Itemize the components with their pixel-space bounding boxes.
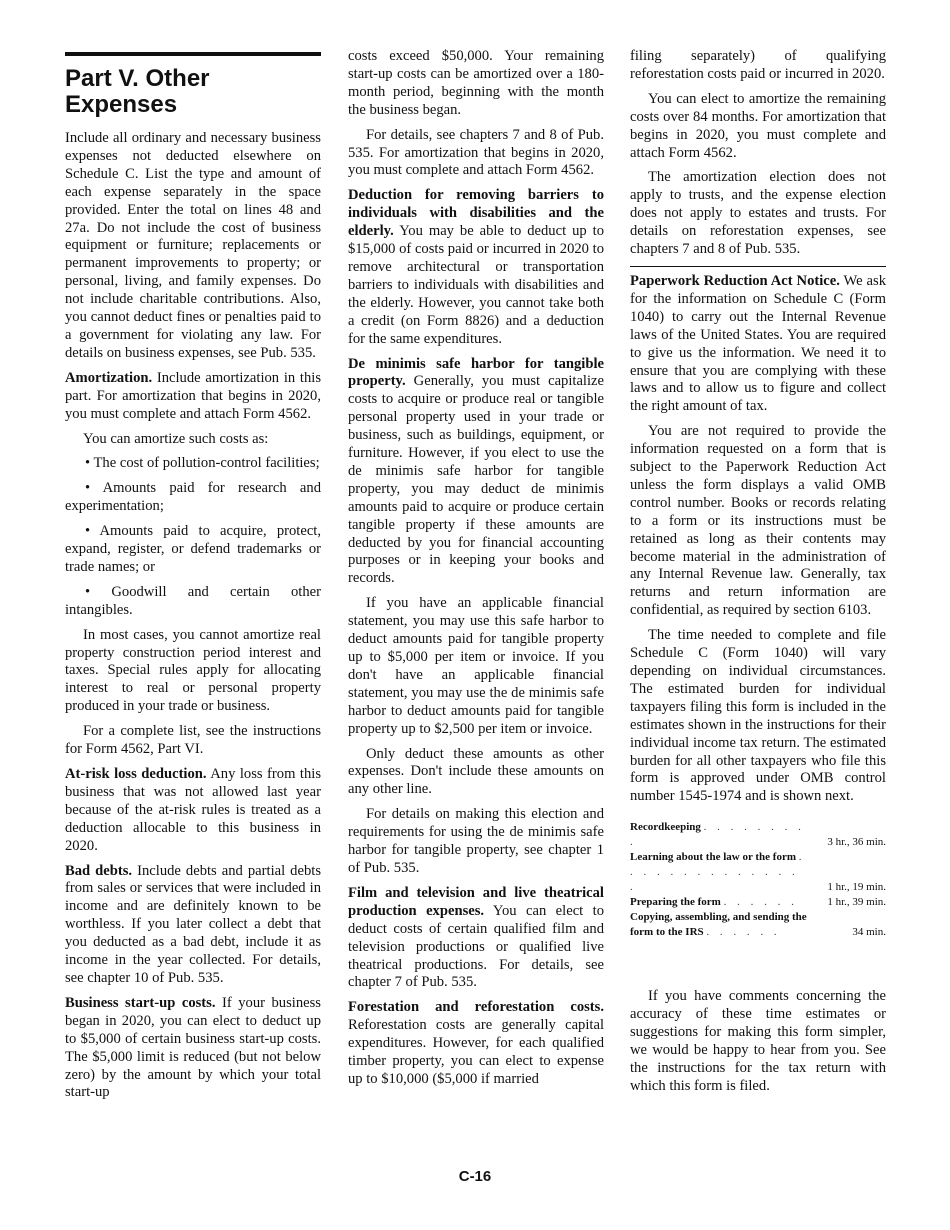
bad-debts-paragraph: Bad debts. Include debts and partial debts from sales or services that were included in income and are definitely known to be worthless. If you later collect a debt that you deducted as a bad debt, include it as income in the year collected. For details, see chapter 10 of Pub. 535. [65, 862, 321, 986]
amortize-costs-intro: You can amortize such costs as: [83, 430, 269, 447]
remaining-costs-paragraph: You can elect to amortize the remaining costs over 84 months. For amortization that begins in 2020, you must complete and attach Form 4562. [630, 90, 886, 161]
film-tv-heading: Film and television and live theatrical production expenses. [348, 884, 604, 919]
time-needed-paragraph: The time needed to complete and file Schedule C (Form 1040) will vary depending on individual circumstances. The estimated burden for individual taxpayers filing this form is included in the estimates shown in the instructions for their individual income tax return. The estimated burden for all other taxpayers who file this form is approved under OMB control number 1545-1974 and is shown next. [630, 627, 886, 805]
amortization-text: Include amortization in this part. For amortization that begins in 2020, you must complete and attach Form 4562. [65, 369, 321, 422]
section-top-rule [65, 52, 321, 118]
start-up-costs-paragraph: Business start-up costs. If your business began in 2020, you can elect to deduct up to $5,000 of certain business start-up costs. The $5,000 limit is reduced (but not below zero) by the amount by which your total start-up [65, 994, 321, 1101]
burden-row: Preparing the form . . . . . . 1 hr., 39 min. [630, 896, 886, 909]
only-deduct-paragraph: Only deduct these amounts as other expenses. Don't include these amounts on any other line. [348, 745, 604, 798]
barriers-heading: Deduction for removing barriers to individuals with disabilities and the elderly. [348, 187, 604, 240]
film-tv-paragraph: Film and television and live theatrical production expenses. You can elect to deduct costs of certain qualified film and television productions or qualified live theatrical productions. For details, see chapter 7 of Pub. 535. [348, 884, 604, 991]
complete-list-paragraph: For a complete list, see the instructions for Form 4562, Part VI. [65, 723, 321, 758]
amortization-heading: Amortization. [65, 369, 153, 386]
section-title: Part V. Other Expenses [65, 65, 210, 118]
reforestation-heading: Forestation and reforestation costs. [348, 999, 604, 1016]
not-required-paragraph: You are not required to provide the information requested on a form that is subject to the Paperwork Reduction Act unless the form displays a valid OMB control number. Books or records relating to a form or its instructions must be retained as long as their contents may become material in the administration of any Internal Revenue law. Generally, tax returns and return information are confidential, as required by section 6103. [630, 423, 886, 619]
de-minimis-paragraph: De minimis safe harbor for tangible property. Generally, you must capitalize costs to acquire or produce real or tangible personal property used in your trade or business, such as buildings, equipment, or furniture. However, if you elect to use the de minimis safe harbor for tangible property, you may deduct de minimis amounts paid to acquire or produce certain tangible property if these amounts are deducted by you for financial accounting purposes or in keeping your books and records. [348, 355, 604, 587]
reforestation-paragraph: Forestation and reforestation costs. Reforestation costs are generally capital expenditures. However, for each qualified timber property, you can elect to expense up to $10,000 ($5,000 if married [348, 999, 604, 1087]
start-up-continued-paragraph: costs exceed $50,000. Your remaining start-up costs can be amortized over a 180-month period, beginning with the month the business began. [348, 48, 604, 118]
page-number: C-16 [458, 1168, 492, 1185]
trusts-paragraph: The amortization election does not apply to trusts, and the expense election does not apply to estates and trusts. For details on reforestation expenses, see chapters 7 and 8 of Pub. 535. [630, 169, 886, 258]
column-left [65, 48, 321, 1109]
paperwork-section [630, 266, 886, 416]
column-right [630, 48, 886, 1103]
bullet-item: • The cost of pollution-control facilities; [85, 455, 320, 472]
election-details-paragraph: For details on making this election and requirements for using the de minimis safe harbor for tangible property, see chapter 1 of Pub. 535. [348, 806, 604, 876]
comments-paragraph: If you have comments concerning the accuracy of these time estimates or suggestions for making this form simpler, we would be happy to hear from you. See the instructions for the tax return with which this form is filed. [630, 988, 886, 1094]
paperwork-paragraph: Paperwork Reduction Act Notice. We ask for the information on Schedule C (Form 1040) to carry out the Internal Revenue laws of the United States. You are required to give us the information. We need it to ensure that you are complying with these laws and to allow us to figure and collect the right amount of tax. [630, 272, 886, 415]
burden-row: Copying, assembling, and sending the form to the IRS . . . . . . 34 min. [630, 911, 886, 939]
reforestation-continued-paragraph: filing separately) of qualifying reforestation costs paid or incurred in 2020. [630, 48, 886, 82]
amortization-paragraph [65, 370, 321, 424]
at-risk-heading: At-risk loss deduction. [65, 766, 207, 782]
start-up-details-paragraph: For details, see chapters 7 and 8 of Pub. 535. For amortization that begins in 2020, you must complete and attach Form 4562. [348, 126, 604, 179]
construction-interest-paragraph: In most cases, you cannot amortize real property construction period interest and taxes. Special rules apply for allocating interest to real or personal property produced in your trade or business. [65, 626, 321, 715]
bullet-item: • Goodwill and certain other intangibles. [65, 583, 321, 618]
paperwork-heading: Paperwork Reduction Act Notice. [630, 272, 840, 289]
start-up-costs-heading: Business start-up costs. [65, 994, 216, 1011]
other-expenses-paragraph: Include all ordinary and necessary business expenses not deducted elsewhere on Schedule C. List the type and amount of each expense separately in the space provided. Enter the total on lines 48 and 27a. Do not include the cost of business equipment or furniture; replacements or permanent improvements to property; or personal, living, and family expenses. Do not include charitable contributions. Also, you cannot deduct fines or penalties paid to a government for violating any law. For details on business expenses, see Pub. 535. [65, 130, 321, 361]
barriers-paragraph: Deduction for removing barriers to individuals with disabilities and the elderly. You may be able to deduct up to $15,000 of costs paid or incurred in 2020 to remove architectural or transportation barriers to individuals with disabilities and the elderly. However, you cannot take both a credit (on Form 8826) and a deduction for the same expenditures. [348, 187, 604, 347]
burden-table [630, 820, 886, 940]
column-middle [348, 48, 604, 1096]
at-risk-paragraph: At-risk loss deduction. Any loss from this business that was not allowed last year because of the at-risk rules is treated as a deduction allocable to this business in 2020. [65, 766, 322, 854]
burden-row: Learning about the law or the form . . . . . . . . . . . . . . . 1 hr., 19 min. [630, 851, 886, 894]
bad-debts-heading: Bad debts. [65, 862, 133, 879]
de-minimis-heading: De minimis safe harbor for tangible property. [348, 355, 604, 390]
financial-statement-paragraph: If you have an applicable financial statement, you may use this safe harbor to deduct amounts paid for tangible property up to $5,000 per item or invoice. If you don't have an applicable financial statement, you may use the de minimis safe harbor to deduct amounts paid for tangible property up to $2,500 per item or invoice. [348, 595, 604, 737]
bullet-item: • Amounts paid to acquire, protect, expand, register, or defend trademarks or trade names; or [65, 523, 322, 575]
burden-row: Recordkeeping . . . . . . . . . 3 hr., 36 min. [630, 821, 886, 849]
bullet-item: • Amounts paid for research and experimentation; [65, 480, 321, 515]
